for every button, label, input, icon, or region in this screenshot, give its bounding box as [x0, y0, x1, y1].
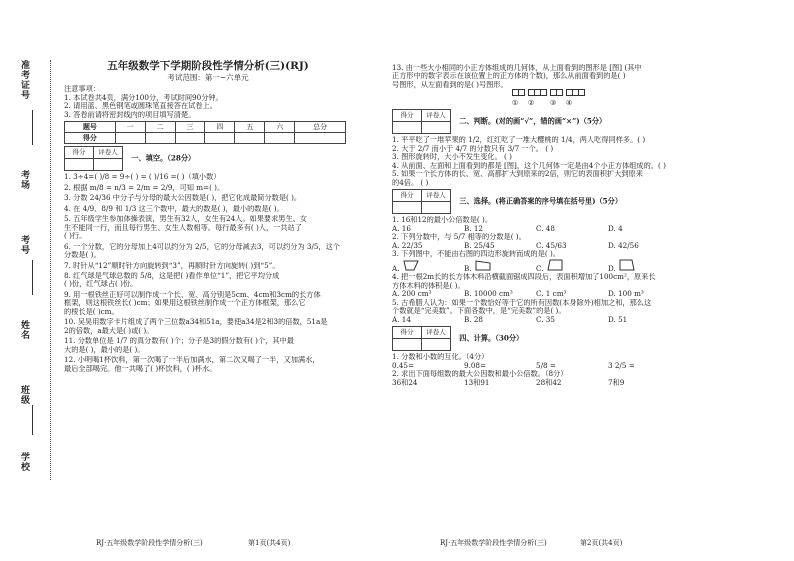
question-5-line: ( )行。 [64, 232, 87, 241]
question-9-line: 框架，则这根铁丝长( )cm；如果用这根铁丝制作成一个正方体框架，那么它 [64, 299, 306, 308]
option: D. [608, 259, 680, 273]
choice-5-options [392, 316, 680, 324]
calc-item: 5/8 = [536, 360, 556, 370]
grader-box [392, 326, 451, 351]
calc-item: 13和91 [464, 377, 490, 387]
choice-5-line: 5. 古希腊人认为：如果一个数恰好等于它的所有因数(本身除外)相加之和，那么这 [392, 298, 652, 307]
score-table-head [65, 122, 346, 133]
question-3: 3. 分数 24/36 中分子与分母的最大公因数是( )，把它化成最简分数是( )。 [64, 194, 302, 203]
note-item: 1. 本试卷共4页，满分100分，考试时间90分钟。 [64, 93, 223, 102]
section-3-header [392, 189, 680, 214]
judge-5-line: 5. 如果一个长方体的长、宽、高都扩大到原来的2倍，则它的表面积扩大到原来 [392, 170, 643, 179]
option: A. 22/35 [392, 240, 423, 250]
question-2: 2. 根据 m/8 = n/3 = 2/m = 2/9，可知 m=( )。 [64, 183, 225, 192]
choice-3: 3. 下列图中，不能由右图的四边形旋转而成的是( )。 [392, 250, 560, 259]
grader-name-cell[interactable] [422, 339, 451, 351]
grader-box [392, 109, 451, 134]
option-figure: ④ [566, 89, 584, 107]
score-table-row [65, 133, 346, 144]
choice-1: 1. 16和12的最小公倍数是( )。 [392, 216, 493, 225]
question-6-line: 6. 一个分数，它的分母加上4可以约分为 2/5，它的分母减去3，可以约分为 3/5，这个 [64, 242, 340, 251]
judge-5-line: 的4倍。 ( ) [392, 178, 429, 187]
judge-4: 4. 从前面、左面和上面看到的都是 [图]，这个几何体一定是由4个小正方体组成的。( ) [392, 161, 666, 170]
footer-left-title: RJ·五年级数学阶段性学情分析(三) [96, 539, 203, 547]
binding-strip [10, 60, 58, 490]
question-13-line: 正方形中的数字表示在该位置上的正方体的个数)，那么从前面看到的是( ) [392, 72, 626, 81]
option: C. [536, 259, 608, 273]
grader-score-label: 得分 [65, 147, 94, 159]
page-1 [64, 60, 352, 373]
option-figure: ② [528, 89, 546, 107]
calc-2-items [392, 379, 680, 387]
option: B. 28 [464, 314, 483, 324]
score-head-cell: 总分 [295, 122, 346, 133]
choice-4-line: 方体木料的体积是( )。 [392, 281, 465, 290]
option: D. 4 [608, 223, 623, 233]
exam-scope: 考试范围：第一~六单元 [167, 73, 249, 83]
calc-item: 9.08= [464, 360, 487, 370]
blank-line [32, 110, 34, 145]
grader-score-label: 得分 [393, 110, 422, 122]
footer-right-title: RJ·五年级数学阶段性学情分析(三) [440, 539, 547, 547]
grader-name-cell[interactable] [422, 202, 451, 214]
quadrilateral-figure [546, 259, 564, 271]
blank-line [32, 260, 34, 295]
grader-box [392, 189, 451, 214]
question-10-line: 2的倍数，a最大是( )或( )。 [64, 326, 154, 335]
question-12-line: 12. 小明喝1杯饮料，第一次喝了一半后加满水，第二次又喝了一半，又加满水， [64, 356, 320, 365]
score-head-cell: 六 [265, 122, 295, 133]
score-head-cell: 一 [115, 122, 145, 133]
score-head-cell: 三 [175, 122, 205, 133]
quadrilateral-figure [474, 259, 492, 271]
section-4-title: 四、计算。（30分） [459, 333, 524, 343]
score-cell[interactable] [115, 133, 145, 144]
footer-left-page: 第1页(共4页) [248, 539, 291, 547]
binding-label-exam-id: 准考证号 [19, 60, 29, 100]
option: A. 200 cm³ [392, 289, 432, 299]
grader-name-label: 评卷人 [422, 327, 451, 339]
score-cell[interactable] [205, 133, 235, 144]
binding-label-name: 姓名 [19, 320, 29, 340]
option: A. 14 [392, 314, 411, 324]
note-item: 3. 答卷前请将密封线内的项目填写清楚。 [64, 110, 196, 119]
score-head-cell: 二 [145, 122, 175, 133]
option: B. 10000 cm³ [464, 289, 513, 299]
option-figure: ③ [550, 89, 562, 107]
grader-name-label: 评卷人 [94, 147, 123, 159]
option: A. [392, 259, 464, 273]
grader-score-cell[interactable] [393, 202, 422, 214]
question-9-line: 9. 用一根铁丝正好可以制作成一个长、宽、高分别是5cm、4cm和3cm的长方体 [64, 290, 321, 299]
calc-2: 2. 求出下面每组数的最大公因数和最小公倍数。（8分） [392, 370, 568, 379]
option: B. 12 [464, 223, 483, 233]
option: A. 16 [392, 223, 411, 233]
grader-score-label: 得分 [393, 327, 422, 339]
binding-label-number: 考号 [19, 235, 29, 255]
choice-2: 2. 下列分数中，与 5/7 相等的分数是( )。 [392, 233, 526, 242]
question-12-line: 最后全部喝完。他一共喝了( )杯饮料，( )杯水。 [64, 364, 217, 373]
question-6-line: 分数是( )。 [64, 251, 101, 260]
grader-score-cell[interactable] [65, 159, 94, 171]
binding-label-class: 班级 [19, 385, 29, 405]
calc-item: 7和9 [608, 377, 625, 387]
choice-2-options [392, 242, 680, 250]
question-13-options [512, 89, 680, 107]
quadrilateral-figure [402, 259, 420, 271]
grader-score-label: 得分 [393, 190, 422, 202]
score-cell[interactable] [235, 133, 265, 144]
choice-4-options [392, 290, 680, 298]
question-11-line: 大的是( )，最小的是( )。 [64, 345, 145, 354]
calc-1-items [392, 362, 680, 370]
question-11-line: 11. 分数单位是 1/7 的真分数有( )个；分子是3的假分数有( )个，其中最 [64, 337, 294, 346]
score-head-cell: 五 [235, 122, 265, 133]
score-head-cell: 四 [205, 122, 235, 133]
binding-label-school: 学校 [19, 452, 29, 472]
calc-item: 0.45= [392, 360, 415, 370]
score-cell[interactable] [145, 133, 175, 144]
section-2-header [392, 109, 680, 134]
note-item: 2. 请用蓝、黑色钢笔或圆珠笔直接答在试卷上。 [64, 102, 217, 111]
score-cell[interactable] [295, 133, 346, 144]
grader-box [64, 146, 123, 171]
option-figure: ① [512, 89, 524, 107]
quadrilateral-figure [618, 259, 636, 271]
footer-right-page: 第2页(共4页) [580, 539, 623, 547]
section-3-title: 三、选择。(将正确答案的序号填在括号里)（5分） [459, 196, 623, 206]
question-13-line: 13. 由一些大小相同的小正方体组成的几何体，从上面看到的图形是 [图] (其中 [392, 64, 642, 72]
calc-item: 28和42 [536, 377, 562, 387]
option: D. 42/56 [608, 240, 639, 250]
choice-1-options [392, 225, 680, 233]
calc-1: 1. 分数和小数的互化。（4分） [392, 353, 489, 362]
option: B. 25/45 [464, 240, 495, 250]
notes-title: 注意事项： [64, 85, 100, 94]
question-10-line: 10. 吴昊用数字卡片组成了两个三位数a34和51a，要使a34是2和3的倍数，51a是 [64, 318, 328, 327]
option: B. [464, 259, 536, 273]
section-1-header [64, 146, 352, 171]
grader-score-cell[interactable] [393, 339, 422, 351]
grader-name-label: 评卷人 [422, 110, 451, 122]
section-2-title: 二、判断。(对的画“√”，错的画“×”)（5分） [459, 116, 607, 126]
binding-label-room: 考场 [19, 170, 29, 190]
question-9-line: 的棱长是( )cm。 [64, 307, 119, 316]
question-4: 4. 在 4/9、8/9 和 1/3 这三个数中，最大的数是( )，最小的数是( )。 [64, 204, 284, 213]
blank-line [32, 405, 34, 435]
score-table [64, 121, 346, 144]
score-cell[interactable] [265, 133, 295, 144]
score-cell[interactable] [175, 133, 205, 144]
option: C. 48 [536, 223, 555, 233]
question-7: 7. 时针从“12”顺时针方向旋转到“3”，再顺时针方向旋转( )到“5”。 [64, 261, 280, 270]
choice-3-options [392, 259, 680, 273]
score-head-cell: 题号 [65, 122, 116, 133]
option: D. 51 [608, 314, 628, 324]
question-8-line: ( )份，红气球占( )份。 [64, 280, 138, 289]
section-1-title: 一、填空。（28分） [131, 153, 196, 163]
score-row-label: 得分 [65, 133, 116, 144]
grader-name-cell[interactable] [94, 159, 123, 171]
question-13-line: 号图形，从左面看到的是( )号图形。 [392, 80, 508, 89]
judge-3: 3. 图形旋转时，大小不发生变化。 ( ) [392, 153, 512, 162]
grader-score-cell[interactable] [393, 122, 422, 134]
calc-item: 36和24 [392, 377, 418, 387]
grader-name-label: 评卷人 [422, 190, 451, 202]
section-4-header [392, 326, 680, 351]
exam-title: 五年级数学下学期阶段性学情分析(三)(RJ) [107, 60, 309, 72]
page-2 [392, 64, 680, 387]
grader-name-cell[interactable] [422, 122, 451, 134]
option: C. 35 [536, 314, 555, 324]
question-5-line: 5. 五年级学生参加体操表演，男生有32人，女生有24人。如果要求男生、女 [64, 215, 308, 224]
choice-4-line: 4. 把一根2m长的长方体木料沿横截面锯成四段后，表面积增加了100cm²，原来长 [392, 273, 656, 282]
seal-line [50, 60, 51, 480]
question-1: 1. 3÷4=( )/8 = 9÷( ) = ( )/16 =( )（填小数） [64, 173, 221, 182]
question-8-line: 8. 红气球是气球总数的 5/8，这是把( )看作单位“1”，把它平均分成 [64, 272, 280, 280]
judge-2: 2. 大于 2/7 而小于 4/7 的分数只有 3/7 一个。 ( ) [392, 144, 554, 153]
judge-1: 1. 平平吃了一堆苹果的 1/2，红红吃了一堆大樱桃的 1/4，两人吃得同样多。( ) [392, 136, 646, 145]
option: D. 100 m³ [608, 289, 644, 299]
option: C. 1 cm³ [536, 289, 567, 299]
question-5-line: 生不能同一行，而且每行男生、女生人数相等。每行最多有( )人，一共站了 [64, 223, 302, 232]
choice-5-line: 个数就是“完美数”。下面各数中，是“完美数”的是( )。 [392, 307, 566, 316]
option: C. 45/63 [536, 240, 567, 250]
calc-item: 3 2/5 = [608, 360, 635, 370]
